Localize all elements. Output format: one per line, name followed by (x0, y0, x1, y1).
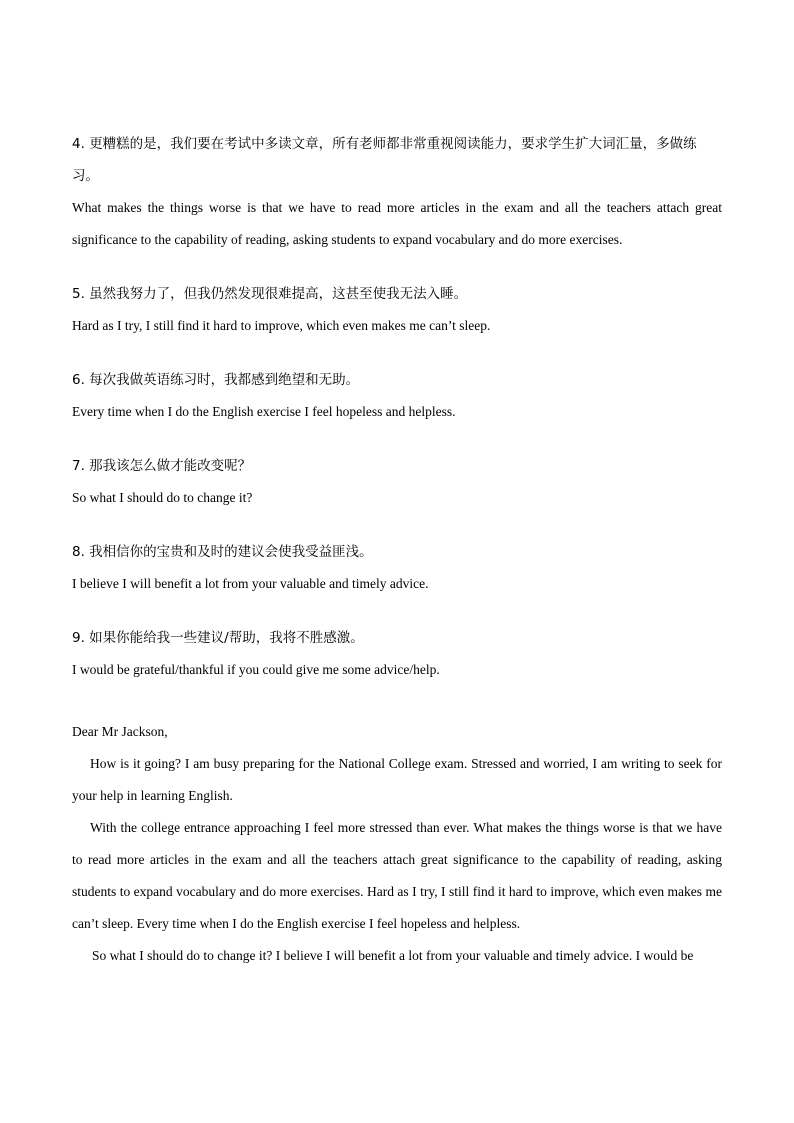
translation-item-5 (72, 278, 722, 342)
translation-item-4 (72, 128, 722, 256)
sample-letter (72, 716, 722, 972)
chinese-sentence: 8. 我相信你的宝贵和及时的建议会使我受益匪浅。 (72, 544, 373, 560)
letter-paragraph-1: How is it going? I am busy preparing for the National College exam. Stressed and worried, I am writing to seek for your help in learning English. (72, 756, 722, 803)
document-content (72, 128, 722, 972)
chinese-sentence: 5. 虽然我努力了，但我仍然发现很难提高，这甚至使我无法入睡。 (72, 286, 468, 302)
chinese-sentence: 6. 每次我做英语练习时，我都感到绝望和无助。 (72, 372, 360, 388)
chinese-sentence: 9. 如果你能给我一些建议/帮助，我将不胜感激。 (72, 630, 364, 646)
translation-item-7 (72, 450, 722, 514)
english-sentence: Every time when I do the English exercise I feel hopeless and helpless. (72, 404, 456, 419)
english-sentence: What makes the things worse is that we have to read more articles in the exam and all the teachers attach great significance to the capability of reading, asking students to expand vocabulary and do more exercises. (72, 200, 722, 247)
english-sentence: So what I should do to change it? (72, 490, 253, 505)
translation-item-6 (72, 364, 722, 428)
letter-salutation: Dear Mr Jackson, (72, 724, 168, 739)
english-sentence: I would be grateful/thankful if you could give me some advice/help. (72, 662, 440, 677)
english-sentence: I believe I will benefit a lot from your valuable and timely advice. (72, 576, 429, 591)
translation-item-9 (72, 622, 722, 686)
translation-item-8 (72, 536, 722, 600)
english-sentence: Hard as I try, I still find it hard to improve, which even makes me can’t sleep. (72, 318, 491, 333)
chinese-sentence: 4. 更糟糕的是，我们要在考试中多读文章，所有老师都非常重视阅读能力，要求学生扩大词汇量，多做练习。 (72, 136, 697, 184)
chinese-sentence: 7. 那我该怎么做才能改变呢？ (72, 458, 252, 474)
letter-paragraph-2: With the college entrance approaching I feel more stressed than ever. What makes the things worse is that we have to read more articles in the exam and all the teachers attach great significance to the capability of reading, asking students to expand vocabulary and do more exercises. Hard as I try, I still find it hard to improve, which even makes me can’t sleep. Every time when I do the English exercise I feel hopeless and helpless. (72, 820, 722, 931)
letter-paragraph-3: So what I should do to change it? I believe I will benefit a lot from your valuable and timely advice. I would be (92, 948, 694, 963)
